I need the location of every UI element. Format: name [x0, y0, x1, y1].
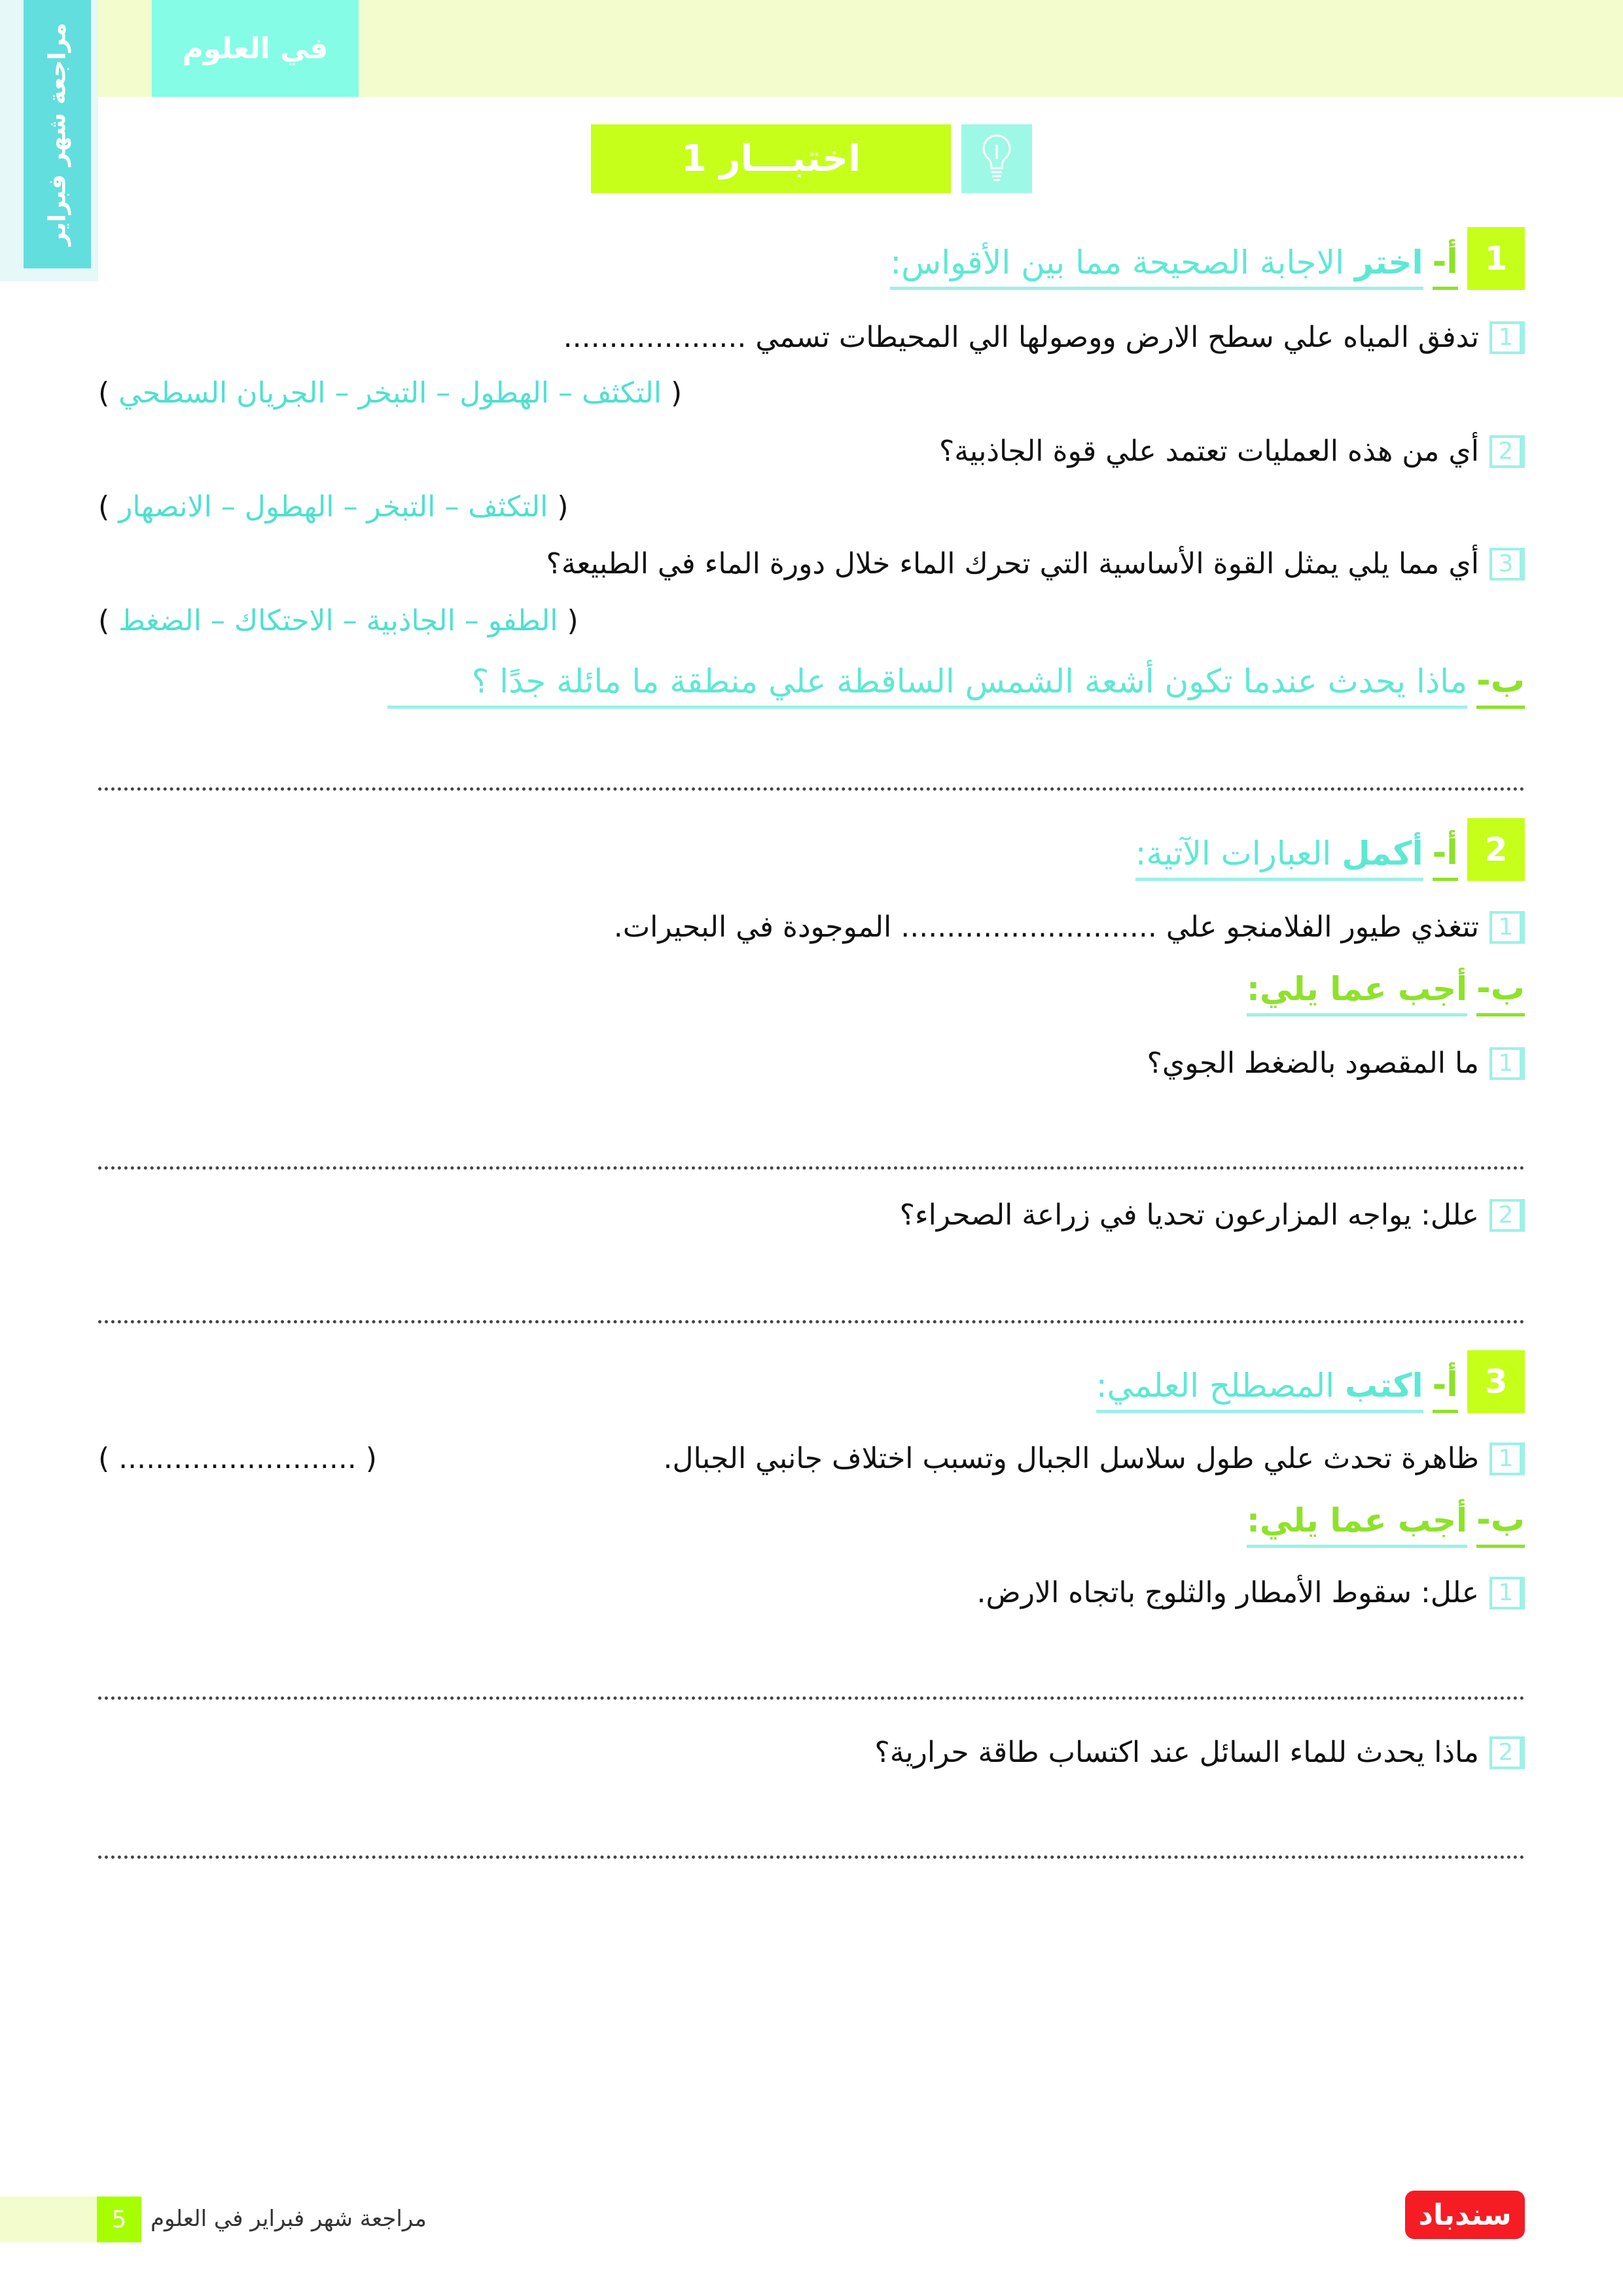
section-instruction: اكتب المصطلح العلمي: — [1096, 1367, 1423, 1413]
answer-line — [98, 1696, 1525, 1700]
part-letter: أ- — [1433, 1365, 1458, 1413]
question-row — [664, 1442, 1525, 1475]
section-number: 2 — [1467, 818, 1525, 881]
question-number: 1 — [1489, 1047, 1525, 1080]
question-row — [563, 321, 1525, 354]
question-text: ظاهرة تحدث علي طول سلاسل الجبال وتسبب اختلاف جانبي الجبال. — [663, 1442, 1479, 1475]
part-b-header — [387, 661, 1525, 709]
part-b-header — [1247, 969, 1525, 1016]
answer-line — [98, 1320, 1525, 1323]
question-text: ماذا يحدث للماء السائل عند اكتساب طاقة حرارية؟ — [874, 1736, 1479, 1769]
section-2-header — [1135, 818, 1525, 881]
lightbulb-icon — [961, 124, 1032, 193]
question-text: تدفق المياه علي سطح الارض ووصولها الي المحيطات تسمي .................... — [563, 321, 1479, 354]
answer-line — [98, 1166, 1525, 1170]
subject-label: في العلوم — [152, 0, 359, 97]
question-text: أي من هذه العمليات تعتمد علي قوة الجاذبية؟ — [938, 435, 1479, 468]
question-number: 1 — [1489, 911, 1525, 944]
question-row — [546, 547, 1525, 581]
part-letter: ب- — [1476, 1500, 1525, 1548]
options: ( الطفو – الجاذبية – الاحتكاك – الضغط ) — [98, 604, 579, 637]
sidebar-text: مراجعة شهر فبراير — [44, 22, 71, 246]
part-letter: أ- — [1433, 833, 1458, 881]
part-b-instruction: أجب عما يلي: — [1247, 970, 1467, 1016]
question-number: 1 — [1489, 1443, 1525, 1475]
question-row — [614, 910, 1525, 944]
section-1-header — [890, 227, 1525, 290]
question-number: 1 — [1489, 1577, 1525, 1609]
page-number: 5 — [97, 2197, 141, 2242]
section-instruction: أكمل العبارات الآتية: — [1135, 834, 1423, 881]
part-b-question: ماذا يحدث عندما تكون أشعة الشمس الساقطة علي منطقة ما مائلة جدًا ؟ — [387, 662, 1467, 709]
question-row — [900, 1198, 1525, 1232]
question-number: 2 — [1489, 435, 1525, 468]
question-text: ما المقصود بالضغط الجوي؟ — [1147, 1047, 1479, 1080]
page-title: اختبـــار 1 — [591, 124, 951, 193]
answer-line — [98, 1856, 1525, 1859]
part-letter: ب- — [1476, 969, 1525, 1016]
section-number: 3 — [1467, 1350, 1525, 1413]
answer-line — [98, 787, 1525, 791]
question-number: 2 — [1489, 1199, 1525, 1232]
question-number: 3 — [1489, 548, 1525, 581]
section-number: 1 — [1467, 227, 1525, 290]
footer-text: مراجعة شهر فبراير في العلوم — [151, 2206, 427, 2232]
brand-logo: سندباد — [1405, 2191, 1525, 2239]
question-row — [874, 1736, 1525, 1769]
question-text: علل: سقوط الأمطار والثلوج باتجاه الارض. — [976, 1576, 1479, 1609]
question-text: تتغذي طيور الفلامنجو علي ............................ الموجودة في البحيرات. — [613, 910, 1479, 944]
part-b-header — [1247, 1500, 1525, 1548]
options: ( التكثف – التبخر – الهطول – الانصهار ) — [98, 490, 569, 524]
sidebar-tab — [24, 0, 91, 268]
question-text: علل: يواجه المزارعون تحديا في زراعة الصحراء؟ — [899, 1198, 1479, 1232]
options: ( التكثف – الهطول – التبخر – الجريان السطحي ) — [98, 376, 683, 410]
part-b-instruction: أجب عما يلي: — [1247, 1501, 1467, 1548]
question-number: 1 — [1489, 321, 1525, 354]
section-3-header — [1096, 1350, 1525, 1413]
question-row — [939, 435, 1525, 468]
question-row — [977, 1576, 1525, 1609]
answer-blank: ( .......................... ) — [98, 1442, 377, 1475]
section-instruction: اختر الاجابة الصحيحة مما بين الأقواس: — [890, 243, 1423, 290]
part-letter: أ- — [1433, 242, 1458, 290]
footer-strip — [0, 2197, 97, 2242]
part-letter: ب- — [1476, 661, 1525, 709]
question-number: 2 — [1489, 1736, 1525, 1769]
question-row — [1147, 1047, 1525, 1080]
question-text: أي مما يلي يمثل القوة الأساسية التي تحرك الماء خلال دورة الماء في الطبيعة؟ — [546, 547, 1479, 581]
